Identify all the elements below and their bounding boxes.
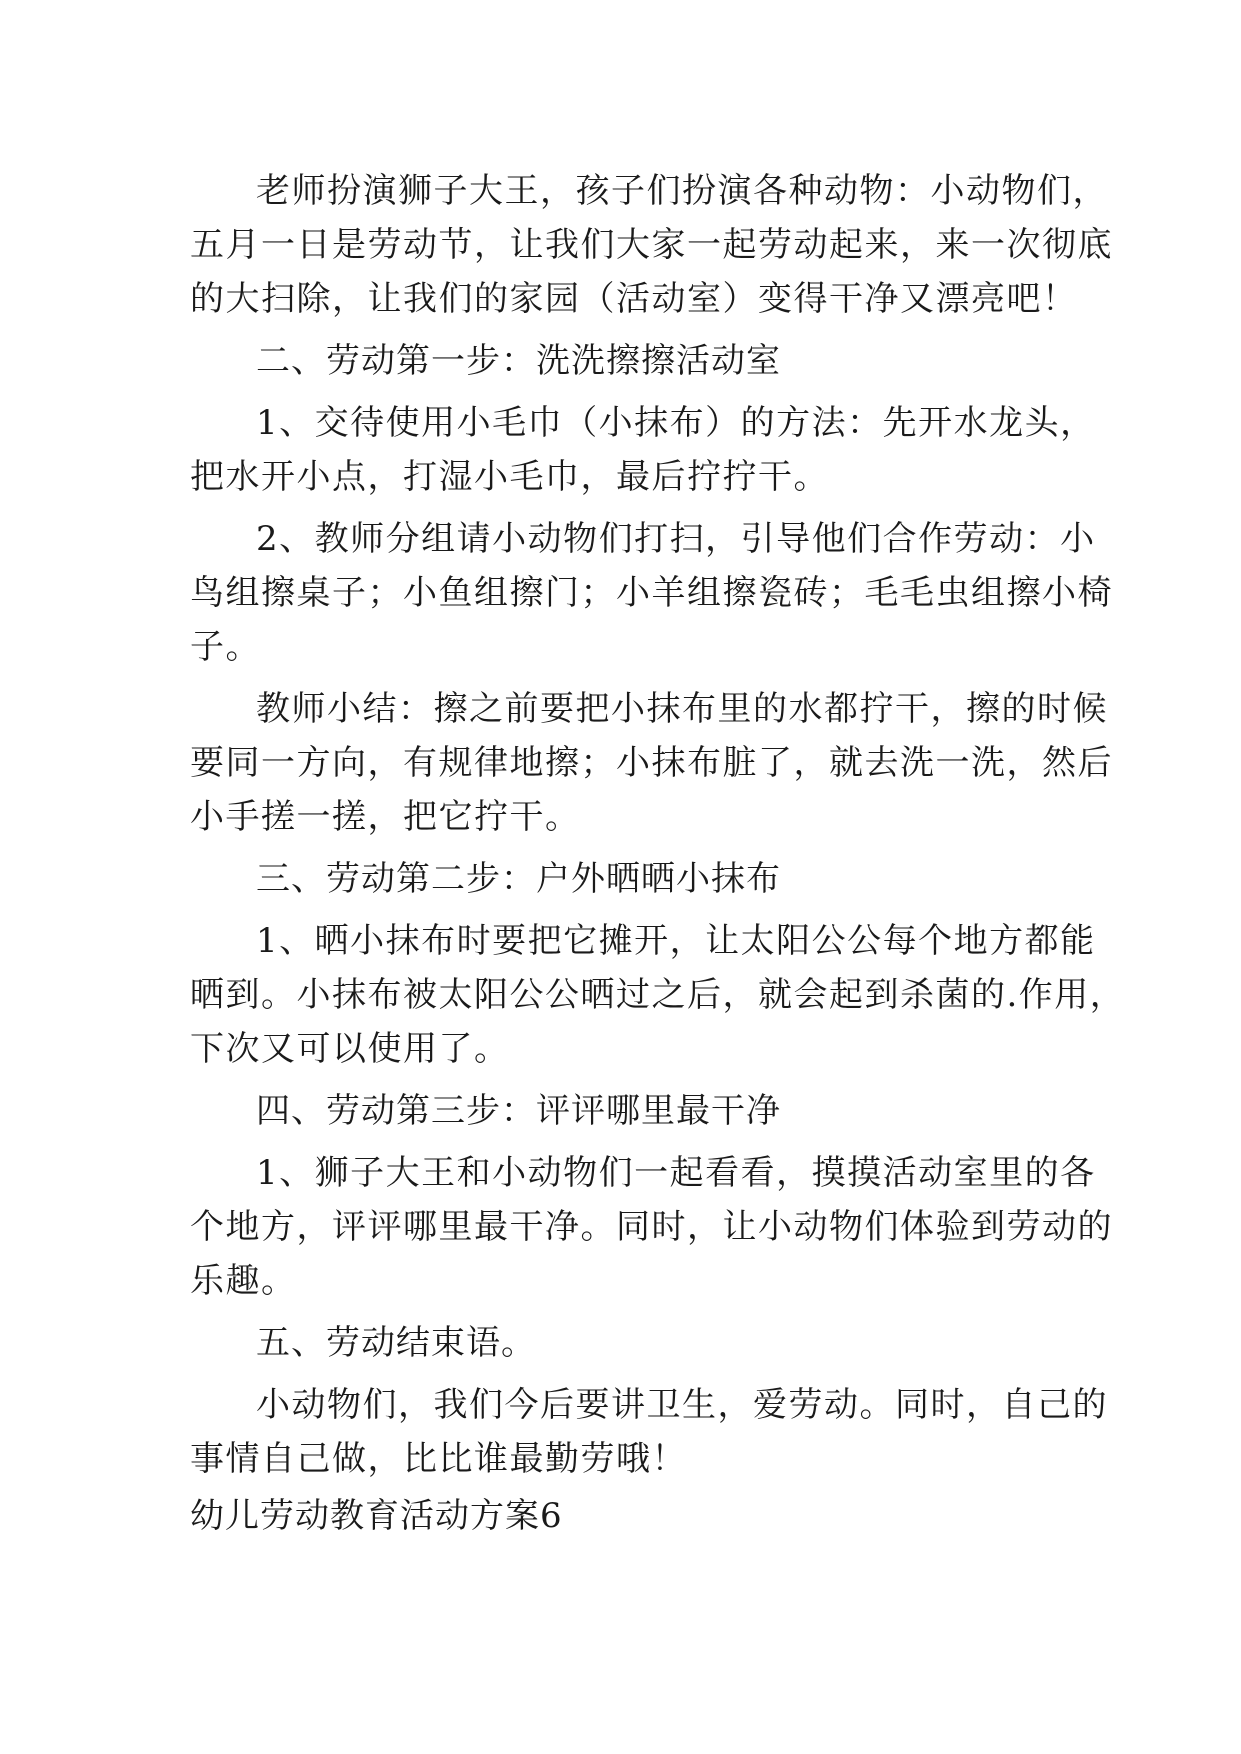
paragraph-line: 晒到。小抹布被太阳公公晒过之后，就会起到杀菌的.作用，: [190, 975, 1126, 1015]
paragraph-line: 1、狮子大王和小动物们一起看看，摸摸活动室里的各: [256, 1153, 1096, 1193]
paragraph-line: 1、交待使用小毛巾（小抹布）的方法：先开水龙头，: [256, 403, 1096, 443]
paragraph-line: 的大扫除，让我们的家园（活动室）变得干净又漂亮吧！: [190, 279, 1078, 319]
paragraph-line: 2、教师分组请小动物们打扫，引导他们合作劳动：小: [256, 519, 1096, 559]
paragraph-line: 老师扮演狮子大王，孩子们扮演各种动物：小动物们，: [256, 171, 1108, 211]
section-heading-step-1: 二、劳动第一步：洗洗擦擦活动室: [256, 341, 781, 381]
paragraph-line: 子。: [190, 627, 261, 667]
section-heading-closing: 五、劳动结束语。: [256, 1323, 536, 1363]
paragraph-line: 事情自己做，比比谁最勤劳哦！: [190, 1439, 687, 1479]
paragraph-line: 五月一日是劳动节，让我们大家一起劳动起来，来一次彻底: [190, 225, 1113, 265]
paragraph-line: 小动物们，我们今后要讲卫生，爱劳动。同时，自己的: [256, 1385, 1108, 1425]
paragraph-line: 要同一方向，有规律地擦；小抹布脏了，就去洗一洗，然后: [190, 743, 1113, 783]
paragraph-line: 乐趣。: [190, 1261, 297, 1301]
paragraph-line: 教师小结：擦之前要把小抹布里的水都拧干，擦的时候: [256, 689, 1108, 729]
paragraph-line: 把水开小点，打湿小毛巾，最后拧拧干。: [190, 457, 829, 497]
paragraph-line: 下次又可以使用了。: [190, 1029, 510, 1069]
paragraph-line: 个地方，评评哪里最干净。同时，让小动物们体验到劳动的: [190, 1207, 1113, 1247]
section-heading-step-3: 四、劳动第三步：评评哪里最干净: [256, 1091, 781, 1131]
paragraph-line: 鸟组擦桌子；小鱼组擦门；小羊组擦瓷砖；毛毛虫组擦小椅: [190, 573, 1113, 613]
section-heading-step-2: 三、劳动第二步：户外晒晒小抹布: [256, 859, 781, 899]
paragraph-line: 1、晒小抹布时要把它摊开，让太阳公公每个地方都能: [256, 921, 1096, 961]
next-section-title: 幼儿劳动教育活动方案6: [190, 1496, 563, 1536]
paragraph-line: 小手搓一搓，把它拧干。: [190, 797, 581, 837]
